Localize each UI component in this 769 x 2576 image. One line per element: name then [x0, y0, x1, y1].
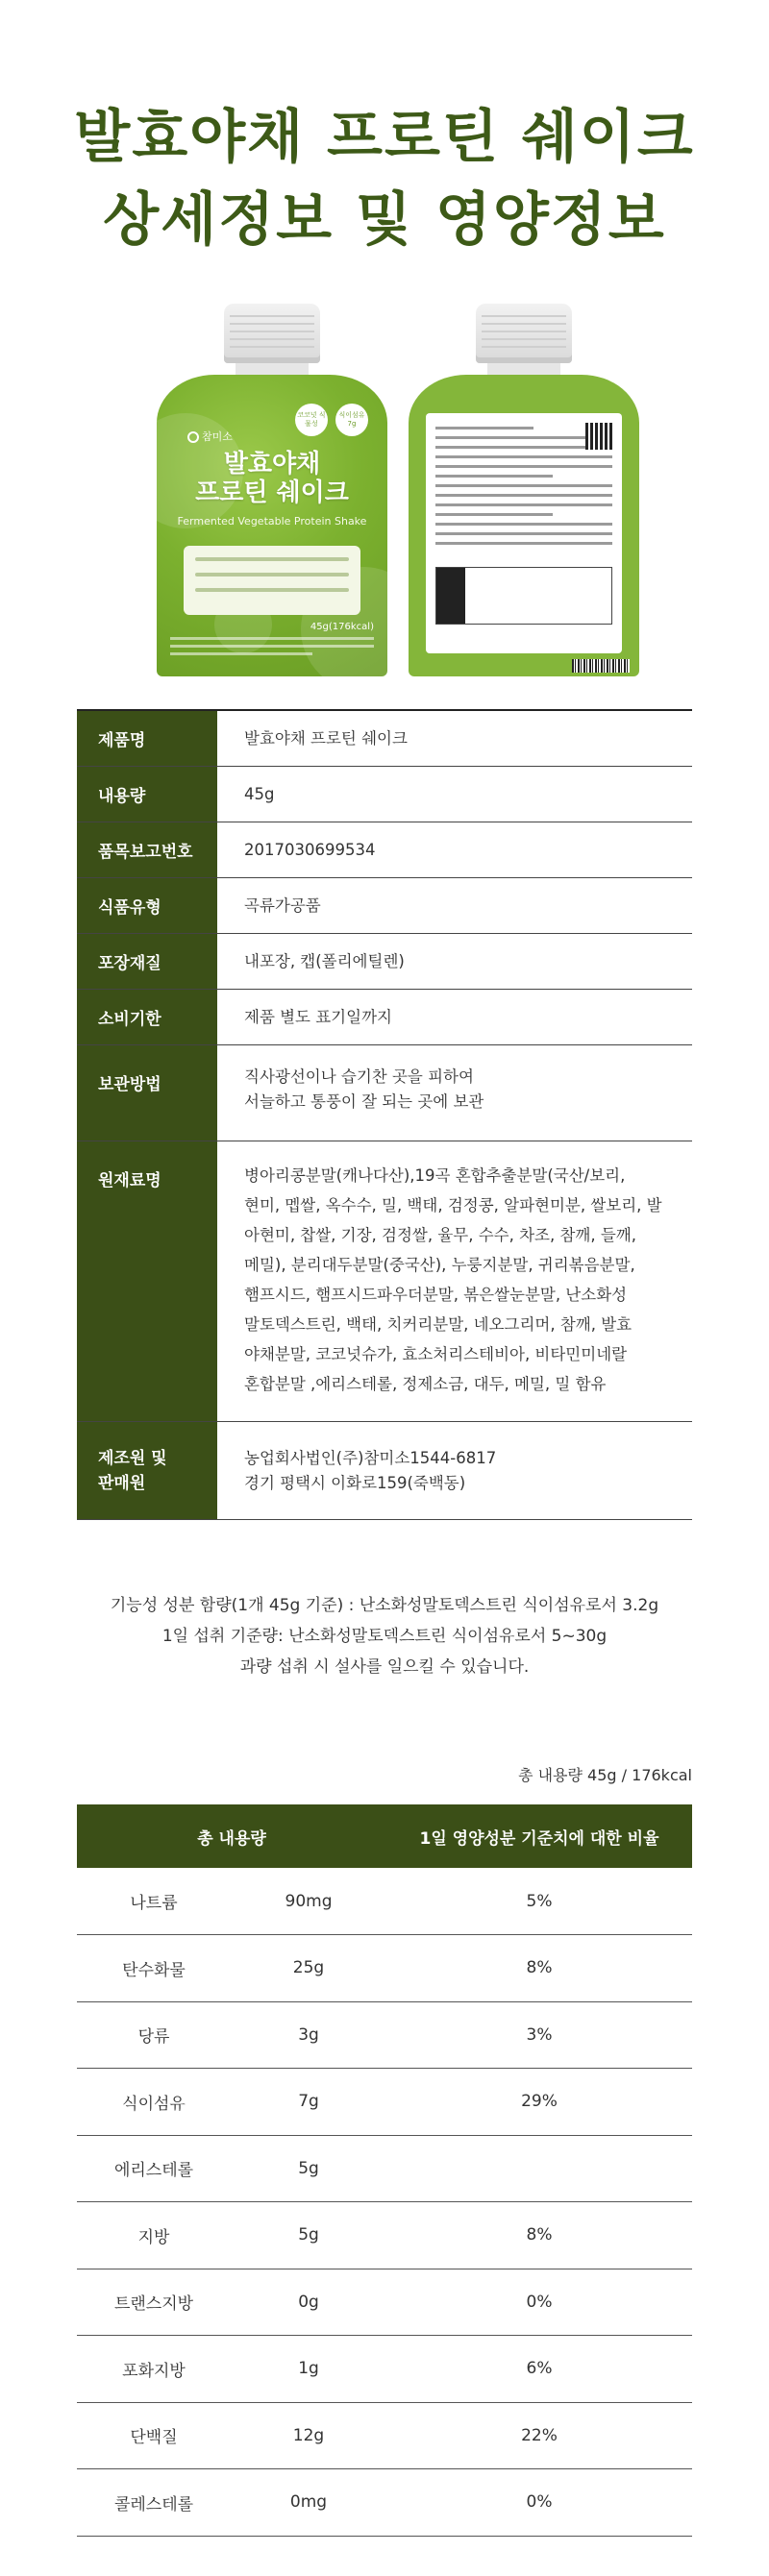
page-title	[0, 0, 769, 261]
pouch-cap	[224, 304, 320, 363]
badge-fiber: 식이섬유 7g	[335, 404, 368, 436]
qr-code-icon	[585, 423, 612, 450]
table-row: 탄수화물 25g 8%	[77, 1935, 692, 2002]
title-line-1: 발효야채 프로틴 쉐이크	[74, 104, 695, 171]
spec-row-expiry: 소비기한 제품 별도 표기일까지	[77, 990, 692, 1045]
spec-row-report-number: 품목보고번호 2017030699534	[77, 822, 692, 878]
header-total-amount: 총 내용량	[77, 1804, 386, 1868]
pouch-cap	[476, 304, 572, 363]
table-row: 나트륨 90mg 5%	[77, 1868, 692, 1935]
pouch-back-image	[409, 294, 639, 678]
total-content-label: 총 내용량 45g / 176kcal	[518, 1766, 692, 1784]
spec-row-product-name: 제품명 발효야채 프로틴 쉐이크	[77, 711, 692, 767]
badge-plant-protein: 코코넛 식물성	[295, 404, 328, 436]
table-row: 식이섬유 7g 29%	[77, 2069, 692, 2136]
note-line: 1일 섭취 기준량: 난소화성말토덱스트린 식이섬유로서 5~30g	[161, 1627, 608, 1646]
note-line: 기능성 성분 함량(1개 45g 기준) : 난소화성말토덱스트린 식이섬유로서 3.2g	[110, 1596, 659, 1615]
pouch-info-box	[184, 546, 360, 615]
spec-row-manufacturer: 제조원 및 판매원 농업회사법인(주)참미소1544-6817 경기 평택시 이화로159(죽백동)	[77, 1422, 692, 1520]
pouch-front-image	[157, 294, 387, 678]
pouch-weight: 45g(176kcal)	[170, 622, 374, 655]
header-daily-ratio: 1일 영양성분 기준치에 대한 비율	[386, 1804, 692, 1868]
title-line-2: 상세정보 및 영양정보	[103, 186, 666, 254]
pouch-product-name: 발효야채 프로틴 쉐이크	[195, 450, 349, 507]
nutrition-table	[77, 1804, 692, 2537]
spec-row-volume: 내용량 45g	[77, 767, 692, 822]
table-row: 지방 5g 8%	[77, 2202, 692, 2269]
spec-row-food-type: 식품유형 곡류가공품	[77, 878, 692, 934]
table-row: 포화지방 1g 6%	[77, 2336, 692, 2403]
table-row: 에리스테롤 5g	[77, 2135, 692, 2202]
brand-logo	[187, 429, 233, 444]
table-row: 단백질 12g 22%	[77, 2402, 692, 2469]
product-spec-table	[77, 709, 692, 1520]
table-row: 당류 3g 3%	[77, 2001, 692, 2069]
table-row: 콜레스테롤 0mg 0%	[77, 2469, 692, 2537]
note-line: 과량 섭취 시 설사를 일으킬 수 있습니다.	[239, 1657, 530, 1677]
table-row: 트랜스지방 0g 0%	[77, 2269, 692, 2336]
spec-row-packaging: 포장재질 내포장, 캡(폴리에틸렌)	[77, 934, 692, 990]
brand-name: 참미소	[202, 430, 233, 443]
functional-notes	[0, 1590, 769, 1682]
badge-row	[292, 404, 368, 436]
product-images	[0, 294, 769, 678]
spec-row-ingredients: 원재료명 병아리콩분말(캐나다산),19곡 혼합추출분말(국산/보리, 현미, 멥쌀, 옥수수, 밀, 백태, 검정콩, 알파현미분, 쌀보리, 발 아현미, 찹쌀, 기장, 검정쌀, 율무, 수수, 차조, 참깨, 들깨, 메밀), 분리대두분말(중국산), 누룽지분말, 귀리볶음분말, 햄프시드, 햄프시드파우더분말, 볶은쌀눈분말, 난소화성 말토덱스트린, 백태, 치커리분말, 네오그리머, 참깨, 발효 야채분말, 코코넛슈가, 효소처리스테비아, 비타민미네랄 혼합분말 ,에리스테롤, 정제소금, 대두, 메밀, 밀 함유	[77, 1141, 692, 1422]
nutrition-facts-box	[435, 567, 612, 625]
pouch-english-name: Fermented Vegetable Protein Shake	[177, 515, 367, 527]
nutrition-label-panel	[426, 413, 622, 653]
nutrition-header-row	[77, 1804, 692, 1868]
barcode-icon	[572, 659, 630, 673]
spec-row-storage: 보관방법 직사광선이나 습기찬 곳을 피하여 서늘하고 통풍이 잘 되는 곳에 보관	[77, 1045, 692, 1141]
